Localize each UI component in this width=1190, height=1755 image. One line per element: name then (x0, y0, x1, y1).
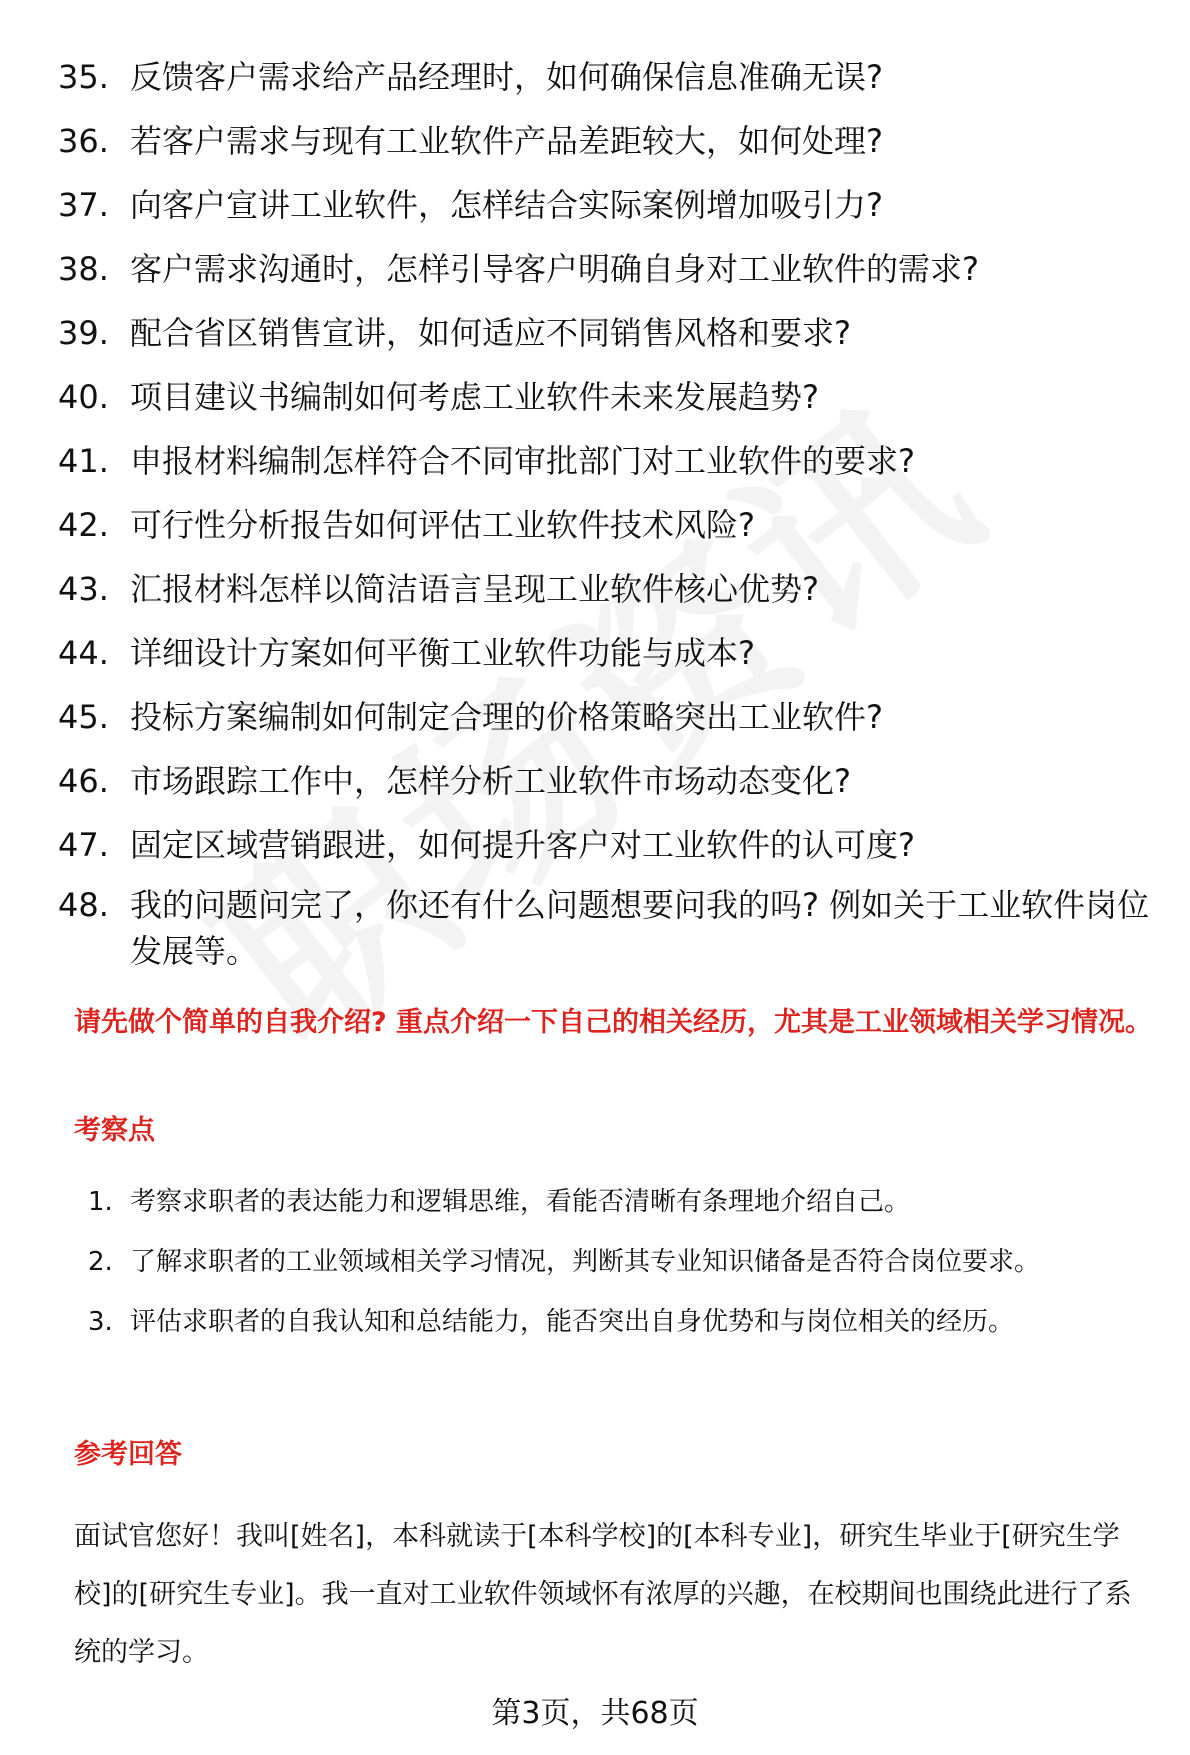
question-number: 45. (58, 698, 109, 736)
question-number: 40. (58, 378, 109, 416)
question-text: 项目建议书编制如何考虑工业软件未来发展趋势? (130, 378, 819, 416)
reference-answer-text: 面试官您好！我叫[姓名]，本科就读于[本科学校]的[本科专业]，研究生毕业于[研究生学校]的[研究生专业]。我一直对工业软件领域怀有浓厚的兴趣，在校期间也围绕此进行了系统的学习。 (74, 1521, 1132, 1668)
question-item (58, 882, 1168, 974)
question-number: 48. (58, 886, 109, 924)
question-item (58, 816, 1168, 874)
consideration-item (88, 1232, 1148, 1292)
question-number: 35. (58, 58, 109, 96)
question-text: 我的问题问完了，你还有什么问题想要问我的吗? 例如关于工业软件岗位发展等。 (130, 886, 1150, 970)
question-number: 43. (58, 570, 109, 608)
question-item (58, 304, 1168, 362)
question-number: 46. (58, 762, 109, 800)
consideration-item (88, 1292, 1148, 1352)
considerations-list (88, 1172, 1148, 1352)
question-item (58, 240, 1168, 298)
question-item (58, 624, 1168, 682)
considerations-label: 考察点 (74, 1115, 155, 1146)
question-text: 汇报材料怎样以简洁语言呈现工业软件核心优势? (130, 570, 819, 608)
question-text: 配合省区销售宣讲，如何适应不同销售风格和要求? (130, 314, 851, 352)
question-item (58, 112, 1168, 170)
question-text: 市场跟踪工作中，怎样分析工业软件市场动态变化? (130, 762, 851, 800)
question-text: 申报材料编制怎样符合不同审批部门对工业软件的要求? (130, 442, 915, 480)
question-number: 37. (58, 186, 109, 224)
consideration-number: 3. (88, 1307, 113, 1337)
question-number: 36. (58, 122, 109, 160)
question-text: 投标方案编制如何制定合理的价格策略突出工业软件? (130, 698, 883, 736)
consideration-number: 1. (88, 1187, 113, 1217)
question-number: 47. (58, 826, 109, 864)
consideration-text: 了解求职者的工业领域相关学习情况，判断其专业知识储备是否符合岗位要求。 (130, 1247, 1041, 1277)
question-item (58, 752, 1168, 810)
question-text: 客户需求沟通时，怎样引导客户明确自身对工业软件的需求? (130, 250, 979, 288)
question-number: 39. (58, 314, 109, 352)
question-text: 反馈客户需求给产品经理时，如何确保信息准确无误? (130, 58, 883, 96)
question-number: 42. (58, 506, 109, 544)
consideration-item (88, 1172, 1148, 1232)
consideration-text: 评估求职者的自我认知和总结能力，能否突出自身优势和与岗位相关的经历。 (130, 1307, 1015, 1337)
question-number: 41. (58, 442, 109, 480)
question-text: 可行性分析报告如何评估工业软件技术风险? (130, 506, 755, 544)
question-item (58, 368, 1168, 426)
consideration-text: 考察求职者的表达能力和逻辑思维，看能否清晰有条理地介绍自己。 (130, 1187, 911, 1217)
question-number: 44. (58, 634, 109, 672)
question-text: 向客户宣讲工业软件，怎样结合实际案例增加吸引力? (130, 186, 883, 224)
question-item (58, 688, 1168, 746)
question-item (58, 176, 1168, 234)
question-item (58, 496, 1168, 554)
consideration-number: 2. (88, 1247, 113, 1277)
question-item (58, 560, 1168, 618)
question-item (58, 48, 1168, 106)
page-footer: 第3页，共68页 (491, 1696, 699, 1731)
question-item (58, 432, 1168, 490)
question-text: 若客户需求与现有工业软件产品差距较大，如何处理? (130, 122, 883, 160)
question-text: 固定区域营销跟进，如何提升客户对工业软件的认可度? (130, 826, 915, 864)
interview-question-heading: 请先做个简单的自我介绍? 重点介绍一下自己的相关经历，尤其是工业领域相关学习情况。 (74, 1007, 1153, 1038)
question-list (58, 48, 1168, 980)
reference-answer-label: 参考回答 (74, 1439, 182, 1470)
question-number: 38. (58, 250, 109, 288)
question-text: 详细设计方案如何平衡工业软件功能与成本? (130, 634, 755, 672)
